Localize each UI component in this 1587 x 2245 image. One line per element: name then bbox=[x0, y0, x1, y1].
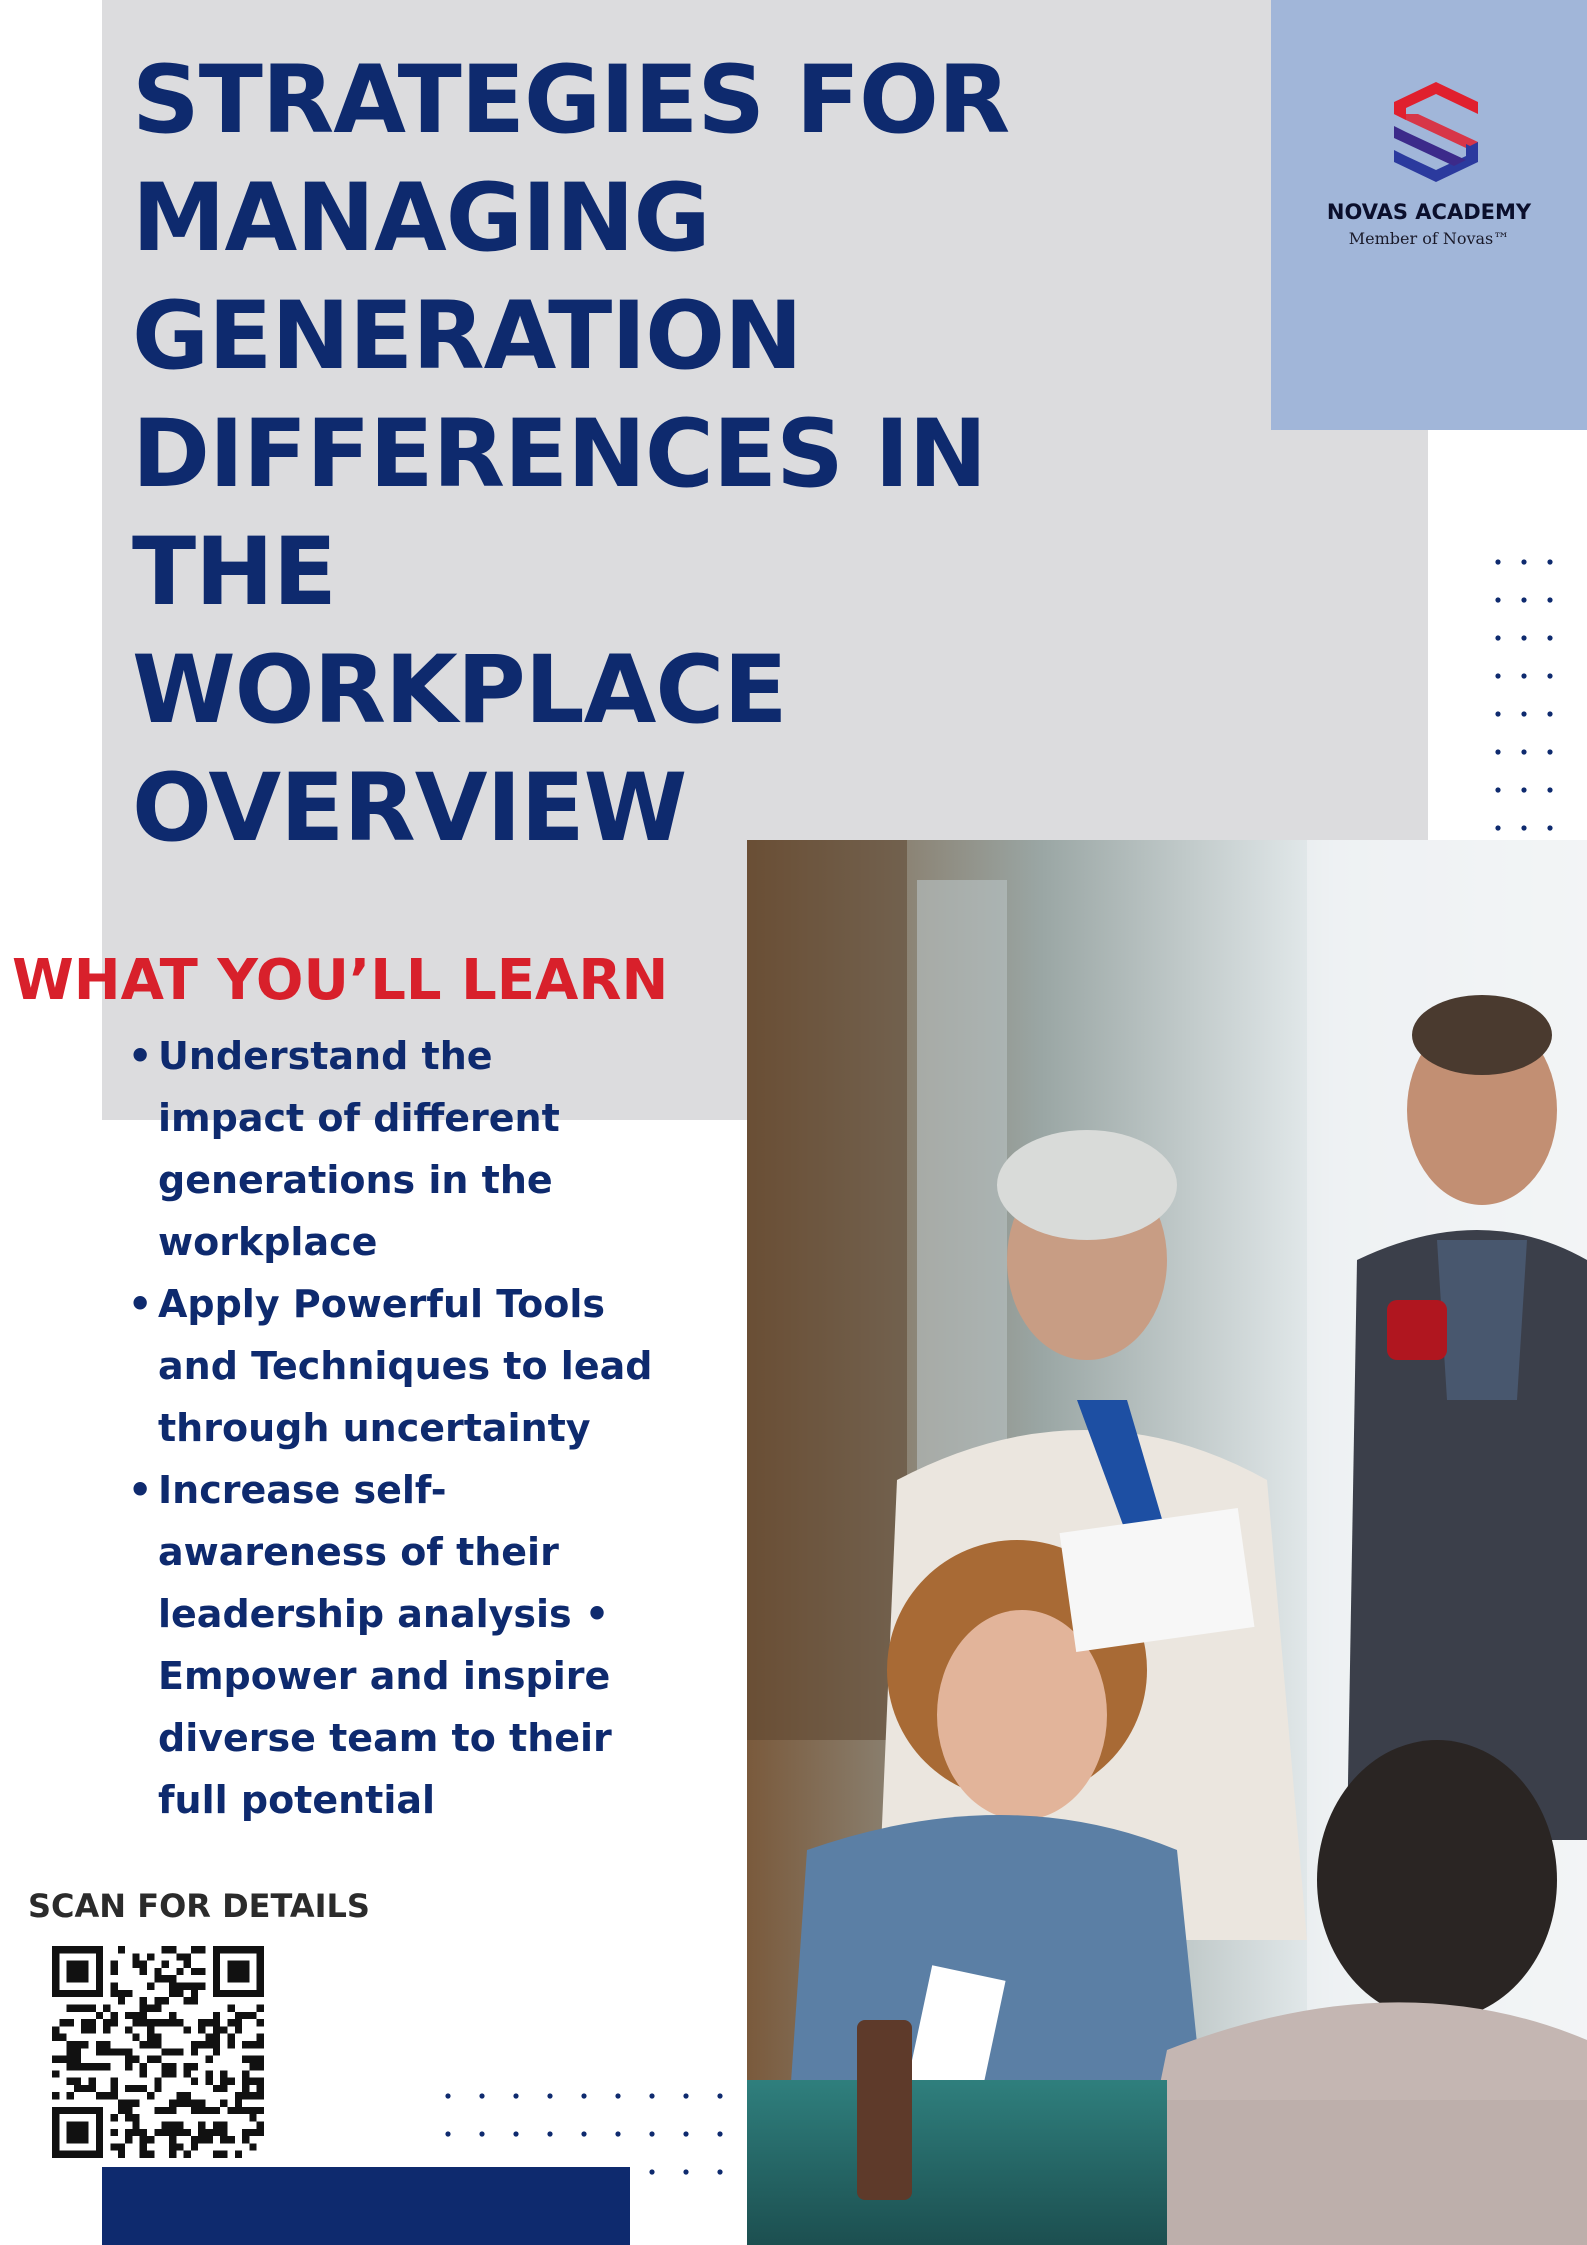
list-item-text: Apply Powerful Tools and Techniques to lead through uncertainty bbox=[158, 1282, 653, 1450]
title-line: THE bbox=[132, 518, 337, 627]
decorative-dot bbox=[1495, 559, 1500, 564]
decorative-dot bbox=[1495, 787, 1500, 792]
decorative-dot bbox=[1521, 635, 1526, 640]
decorative-dot bbox=[683, 2093, 688, 2098]
bullet-icon: • bbox=[128, 1034, 153, 1078]
decorative-dot bbox=[1521, 711, 1526, 716]
decorative-dot bbox=[717, 2131, 722, 2136]
title-line: OVERVIEW bbox=[132, 754, 687, 863]
decorative-dot bbox=[513, 2093, 518, 2098]
decorative-dot-grid bbox=[1492, 558, 1562, 838]
list-item bbox=[128, 1273, 728, 1459]
decorative-dot bbox=[1495, 597, 1500, 602]
bullet-icon: • bbox=[128, 1468, 153, 1512]
decorative-dot bbox=[547, 2131, 552, 2136]
decorative-dot bbox=[1495, 711, 1500, 716]
hero-photo bbox=[747, 840, 1587, 2245]
decorative-dot bbox=[1547, 635, 1552, 640]
bottom-accent-bar bbox=[102, 2167, 630, 2245]
decorative-dot bbox=[445, 2131, 450, 2136]
scan-for-details-label: SCAN FOR DETAILS bbox=[28, 1887, 370, 1925]
decorative-dot bbox=[1547, 673, 1552, 678]
decorative-dot bbox=[683, 2131, 688, 2136]
office-meeting-photo bbox=[747, 840, 1587, 2245]
decorative-dot bbox=[615, 2131, 620, 2136]
title-line: WORKPLACE bbox=[132, 636, 787, 745]
learn-heading: WHAT YOU’LL LEARN bbox=[12, 948, 669, 1013]
title-line: MANAGING bbox=[132, 164, 710, 273]
decorative-dot bbox=[1521, 787, 1526, 792]
list-item bbox=[128, 1459, 728, 1831]
decorative-dot bbox=[1521, 559, 1526, 564]
list-item-text: Understand the impact of different generations in the workplace bbox=[158, 1034, 560, 1264]
decorative-dot bbox=[1521, 673, 1526, 678]
brand-name: NOVAS ACADEMY bbox=[1326, 200, 1532, 224]
title-line: DIFFERENCES IN bbox=[132, 400, 987, 509]
decorative-dot bbox=[581, 2131, 586, 2136]
title-line: STRATEGIES FOR bbox=[132, 46, 1010, 155]
list-item bbox=[128, 1025, 728, 1273]
decorative-dot bbox=[1547, 749, 1552, 754]
page-title bbox=[132, 42, 1192, 868]
decorative-dot bbox=[1521, 825, 1526, 830]
decorative-dot bbox=[513, 2131, 518, 2136]
qr-code-icon[interactable] bbox=[52, 1946, 264, 2158]
decorative-dot bbox=[683, 2169, 688, 2174]
decorative-dot bbox=[1547, 597, 1552, 602]
decorative-dot bbox=[1521, 749, 1526, 754]
decorative-dot bbox=[1495, 825, 1500, 830]
decorative-dot bbox=[615, 2093, 620, 2098]
decorative-dot bbox=[1547, 559, 1552, 564]
decorative-dot bbox=[1495, 673, 1500, 678]
decorative-dot bbox=[649, 2169, 654, 2174]
decorative-dot bbox=[1547, 711, 1552, 716]
decorative-dot bbox=[547, 2093, 552, 2098]
list-item-text: Increase self- awareness of their leadership analysis • Empower and inspire diverse team to their full potential bbox=[158, 1468, 612, 1822]
brand-tagline: Member of Novas™ bbox=[1348, 229, 1510, 248]
decorative-dot bbox=[1521, 597, 1526, 602]
decorative-dot bbox=[717, 2093, 722, 2098]
decorative-dot bbox=[1495, 635, 1500, 640]
decorative-dot bbox=[1547, 825, 1552, 830]
title-line: GENERATION bbox=[132, 282, 802, 391]
decorative-dot bbox=[649, 2131, 654, 2136]
learn-list bbox=[128, 1025, 728, 1831]
decorative-dot bbox=[479, 2131, 484, 2136]
decorative-dot bbox=[1495, 749, 1500, 754]
decorative-dot bbox=[479, 2093, 484, 2098]
decorative-dot bbox=[717, 2169, 722, 2174]
bullet-icon: • bbox=[128, 1282, 153, 1326]
decorative-dot bbox=[649, 2093, 654, 2098]
decorative-dot bbox=[445, 2093, 450, 2098]
decorative-dot bbox=[581, 2093, 586, 2098]
novas-s-logo-icon bbox=[1386, 80, 1486, 184]
decorative-dot bbox=[1547, 787, 1552, 792]
